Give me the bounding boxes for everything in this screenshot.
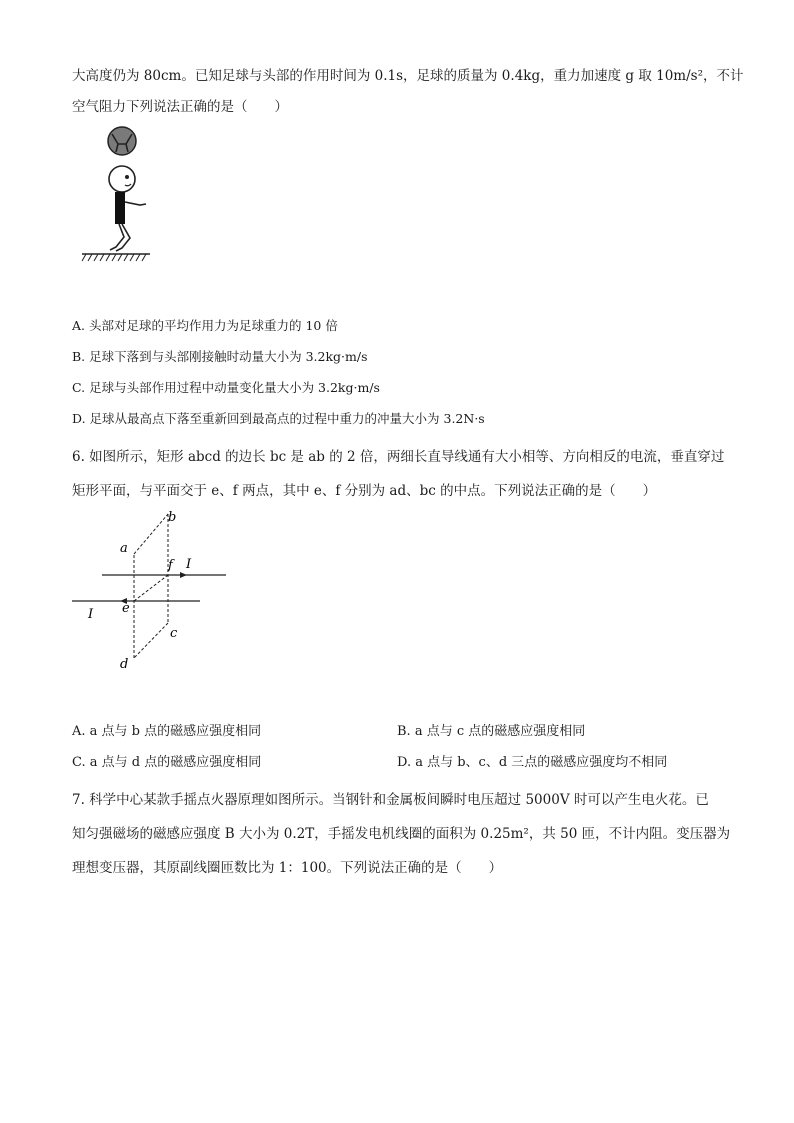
q5-option-d: D. 足球从最高点下落至重新回到最高点的过程中重力的冲量大小为 3.2N·s [72,411,485,426]
q5-option-a: A. 头部对足球的平均作用力为足球重力的 10 倍 [72,318,338,333]
q7-stem-line-2: 知匀强磁场的磁感应强度 B 大小为 0.2T，手摇发电机线圈的面积为 0.25m²，共 50 匝，不计内阻。变压器为 [72,826,731,842]
q6-option-d: D. a 点与 b、c、d 三点的磁感应强度均不相同 [397,755,668,770]
soccer-ball-icon [108,127,136,155]
q5-option-b: B. 足球下落到与头部刚接触时动量大小为 3.2kg·m/s [72,349,368,364]
q7-stem-line-1: 7. 科学中心某款手摇点火器原理如图所示。当钢针和金属板间瞬时电压超过 5000V 时可以产生电火花。已 [72,792,709,808]
q6-option-b: B. a 点与 c 点的磁感应强度相同 [397,724,586,739]
label-f: f [168,558,173,573]
rectangle-wires-figure [62,505,242,680]
q6-stem-line-2: 矩形平面，与平面交于 e、f 两点，其中 e、f 分别为 ad、bc 的中点。下列说法正确的是（ ） [72,483,657,499]
q5-option-c: C. 足球与头部作用过程中动量变化量大小为 3.2kg·m/s [72,380,380,395]
q6-stem-line-1: 6. 如图所示，矩形 abcd 的边长 bc 是 ab 的 2 倍，两细长直导线通有大小相等、方向相反的电流，垂直穿过 [72,449,725,465]
label-d: d [120,657,129,672]
label-current-bottom: I [88,607,94,622]
head-icon [109,166,135,192]
body-icon [115,192,125,224]
q6-option-c: C. a 点与 d 点的磁感应强度相同 [72,755,262,770]
label-b: b [168,510,177,525]
q6-option-a: A. a 点与 b 点的磁感应强度相同 [72,724,262,739]
label-a: a [120,541,128,556]
q5-stem-line-2: 空气阻力下列说法正确的是（ ） [72,99,288,115]
heading-ball-figure [78,122,160,262]
q5-stem-line-1: 大高度仍为 80cm。已知足球与头部的作用时间为 0.1s，足球的质量为 0.4kg，重力加速度 g 取 10m/s²，不计 [72,68,744,84]
label-c: c [170,626,178,641]
label-current-top: I [186,557,192,572]
q7-stem-line-3: 理想变压器，其原副线圈匝数比为 1：100。下列说法正确的是（ ） [72,860,503,876]
arrow-right-icon [180,572,187,578]
ground-hatch-icon [82,254,150,261]
label-e: e [122,601,130,616]
